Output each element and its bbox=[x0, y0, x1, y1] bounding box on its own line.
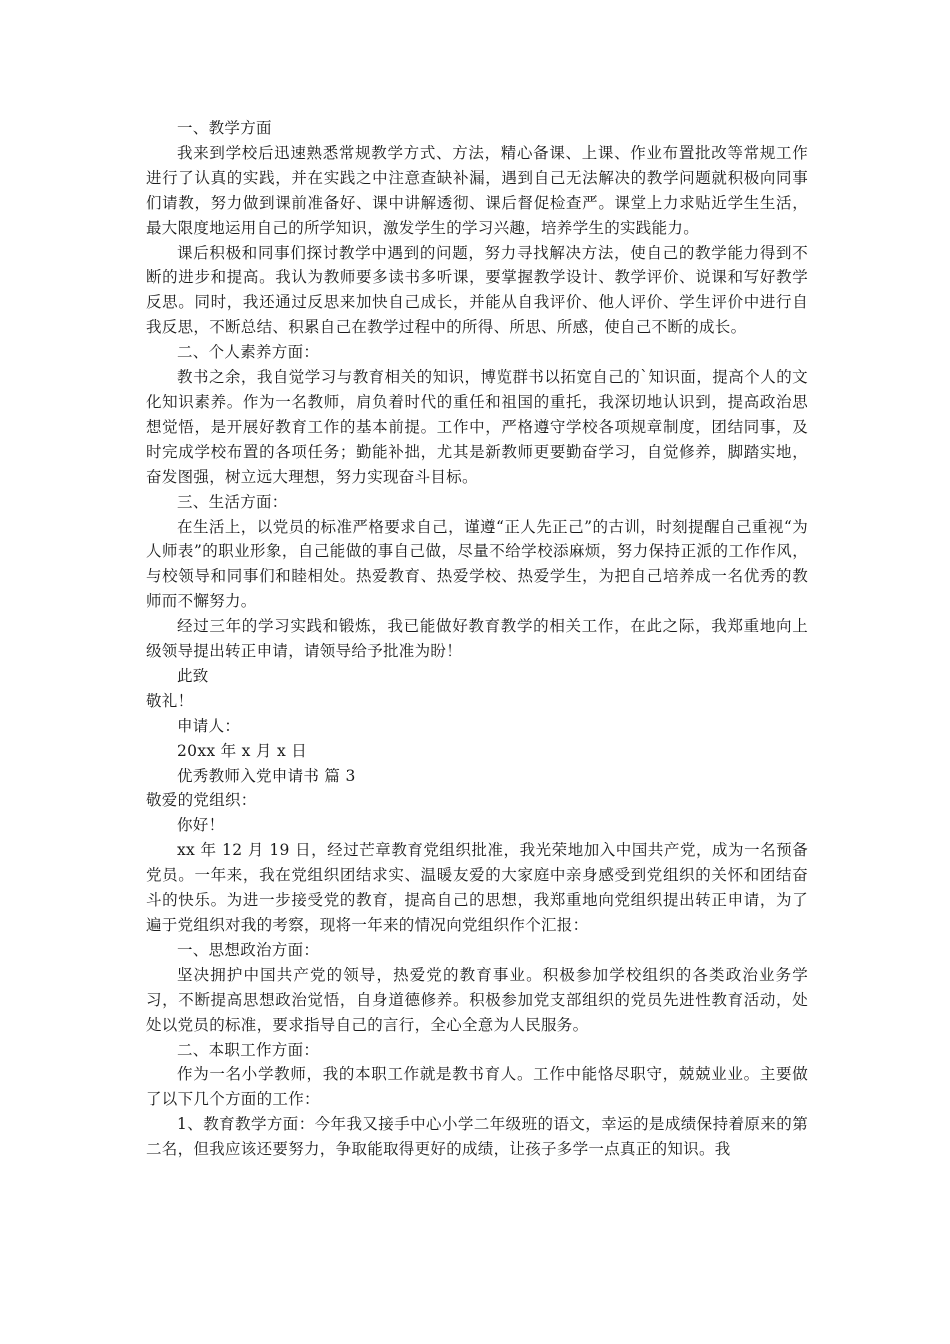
heading-teaching: 一、教学方面 bbox=[177, 119, 272, 137]
greeting-hello: 你好！ bbox=[177, 816, 225, 835]
heading-political: 一、思想政治方面： bbox=[177, 940, 320, 959]
paragraph: 我来到学校后迅速熟悉常规教学方式、方法，精心备课、上课、作业布置批改等常规工作进行了认真的实践，并在实践之中注意查缺补漏，遇到自己无法解决的教学问题就积极向同事们请教，努力做到课前准备好、课中讲解透彻、课后督促检查严。课堂上力求贴近学生生活，最大限度地运用自己的所学知识，激发学生的学习兴趣，培养学生的实践能力。 bbox=[146, 143, 808, 237]
closing-salutation: 此致 bbox=[177, 666, 209, 685]
paragraph: 经过三年的学习实践和锻炼，我已能做好教育教学的相关工作，在此之际，我郑重地向上级领导提出转正申请，请领导给予批准为盼！ bbox=[146, 617, 808, 661]
paragraph: 课后积极和同事们探讨教学中遇到的问题，努力寻找解决方法，使自己的教学能力得到不断的进步和提高。我认为教师要多读书多听课，要掌握教学设计、教学评价、说课和写好教学反思。同时，我还通过反思来加快自己成长，并能从自我评价、他人评价、学生评价中进行自我反思，不断总结、积累自己在教学过程中的所得、所思、所感，使自己不断的成长。 bbox=[146, 243, 808, 337]
paragraph: 坚决拥护中国共产党的领导，热爱党的教育事业。积极参加学校组织的各类政治业务学习，不断提高思想政治觉悟，自身道德修养。积极参加党支部组织的党员先进性教育活动，处处以党员的标准，要求指导自己的言行，全心全意为人民服务。 bbox=[146, 965, 808, 1034]
date-line: 20xx 年 x 月 x 日 bbox=[177, 741, 308, 760]
paragraph: xx 年 12 月 19 日，经过芒章教育党组织批准，我光荣地加入中国共产党，成为一名预备党员。一年来，我在党组织团结求实、温暖友爱的大家庭中亲身感受到党组织的关怀和团结奋斗的快乐。为进一步接受党的教育，提高自己的思想，我郑重地向党组织提出转正申请，为了遍于党组织对我的考察，现将一年来的情况向党组织作个汇报： bbox=[146, 841, 808, 934]
paragraph: 教书之余，我自觉学习与教育相关的知识，博览群书以拓宽自己的`知识面，提高个人的文化知识素养。作为一名教师，肩负着时代的重任和祖国的重托，我深切地认识到，提高政治思想觉悟，是开展好教育工作的基本前提。工作中，严格遵守学校各项规章制度，团结同事，及时完成学校布置的各项任务；勤能补拙，尤其是新教师更要勤奋学习，自觉修养，脚踏实地，奋发图强，树立远大理想，努力实现奋斗目标。 bbox=[146, 368, 808, 486]
paragraph: 在生活上，以党员的标准严格要求自己，谨遵“正人先正己”的古训，时刻提醒自己重视“为人师表”的职业形象，自己能做的事自己做，尽量不给学校添麻烦，努力保持正派的工作作风，与校领导和同事们和睦相处。热爱教育、热爱学校、热爱学生，为把自己培养成一名优秀的教师而不懈努力。 bbox=[146, 517, 808, 611]
paragraph: 1、教育教学方面：今年我又接手中心小学二年级班的语文，幸运的是成绩保持着原来的第二名，但我应该还要努力，争取能取得更好的成绩，让孩子多学一点真正的知识。我 bbox=[146, 1115, 808, 1159]
greeting-recipient: 敬爱的党组织： bbox=[146, 791, 257, 810]
document-page bbox=[146, 116, 808, 1162]
heading-life: 三、生活方面： bbox=[177, 492, 288, 511]
closing-regards: 敬礼！ bbox=[146, 691, 194, 710]
heading-personal-quality: 二、个人素养方面： bbox=[177, 343, 320, 362]
heading-job: 二、本职工作方面： bbox=[177, 1040, 320, 1059]
paragraph: 作为一名小学教师，我的本职工作就是教书育人。工作中能恪尽职守，兢兢业业。主要做了以下几个方面的工作： bbox=[146, 1065, 808, 1109]
section-title: 优秀教师入党申请书 篇 3 bbox=[177, 766, 356, 785]
applicant-label: 申请人： bbox=[177, 716, 241, 735]
